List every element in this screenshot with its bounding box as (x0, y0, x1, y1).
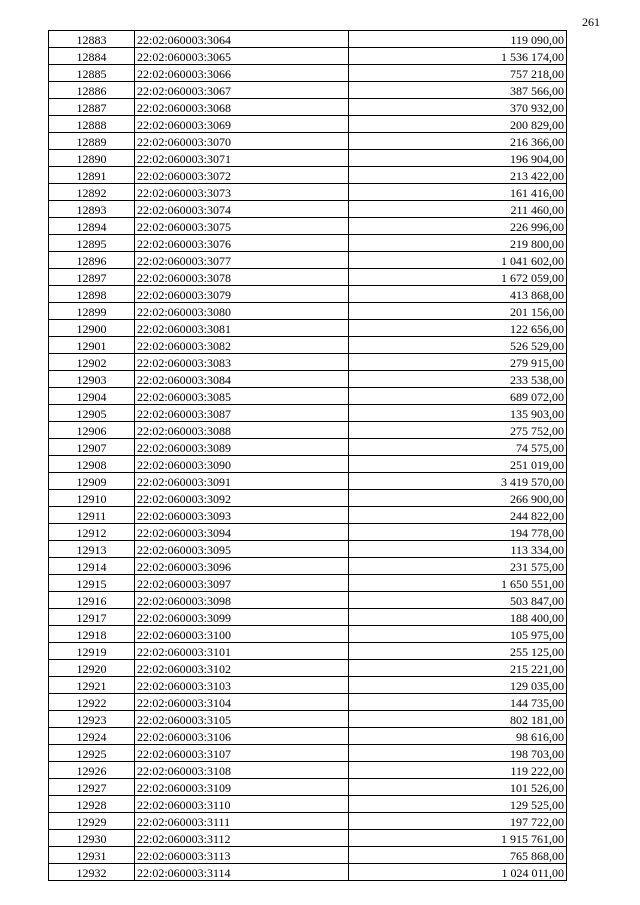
table-row (49, 660, 567, 677)
cadastral-number-cell: 22:02:060003:3092 (135, 490, 349, 507)
cadastral-number-cell: 22:02:060003:3104 (135, 694, 349, 711)
cadastral-number-cell: 22:02:060003:3078 (135, 269, 349, 286)
row-number-cell: 12910 (49, 490, 135, 507)
table-row (49, 541, 567, 558)
cadastral-number-cell: 22:02:060003:3084 (135, 371, 349, 388)
cadastral-value-cell: 1 041 602,00 (349, 252, 567, 269)
table-row (49, 575, 567, 592)
table-row (49, 507, 567, 524)
cadastral-value-cell: 122 656,00 (349, 320, 567, 337)
cadastral-number-cell: 22:02:060003:3101 (135, 643, 349, 660)
cadastral-value-cell: 129 035,00 (349, 677, 567, 694)
row-number-cell: 12914 (49, 558, 135, 575)
table-row (49, 745, 567, 762)
cadastral-value-cell: 161 416,00 (349, 184, 567, 201)
cadastral-value-cell: 689 072,00 (349, 388, 567, 405)
table-row (49, 694, 567, 711)
cadastral-value-cell: 1 536 174,00 (349, 48, 567, 65)
table-row (49, 626, 567, 643)
cadastral-number-cell: 22:02:060003:3075 (135, 218, 349, 235)
page-number: 261 (582, 15, 600, 29)
cadastral-number-cell: 22:02:060003:3095 (135, 541, 349, 558)
cadastral-value-cell: 213 422,00 (349, 167, 567, 184)
row-number-cell: 12916 (49, 592, 135, 609)
cadastral-number-cell: 22:02:060003:3103 (135, 677, 349, 694)
cadastral-value-cell: 105 975,00 (349, 626, 567, 643)
cadastral-number-cell: 22:02:060003:3077 (135, 252, 349, 269)
cadastral-number-cell: 22:02:060003:3088 (135, 422, 349, 439)
cadastral-number-cell: 22:02:060003:3068 (135, 99, 349, 116)
table-row (49, 354, 567, 371)
table-row (49, 252, 567, 269)
cadastral-value-cell: 231 575,00 (349, 558, 567, 575)
cadastral-value-cell: 144 735,00 (349, 694, 567, 711)
cadastral-value-cell: 244 822,00 (349, 507, 567, 524)
cadastral-value-cell: 201 156,00 (349, 303, 567, 320)
row-number-cell: 12919 (49, 643, 135, 660)
row-number-cell: 12887 (49, 99, 135, 116)
row-number-cell: 12896 (49, 252, 135, 269)
cadastral-value-cell: 251 019,00 (349, 456, 567, 473)
row-number-cell: 12893 (49, 201, 135, 218)
cadastral-number-cell: 22:02:060003:3066 (135, 65, 349, 82)
cadastral-number-cell: 22:02:060003:3102 (135, 660, 349, 677)
cadastral-value-cell: 129 525,00 (349, 796, 567, 813)
cadastral-number-cell: 22:02:060003:3099 (135, 609, 349, 626)
row-number-cell: 12903 (49, 371, 135, 388)
table-row (49, 235, 567, 252)
table-row (49, 82, 567, 99)
row-number-cell: 12913 (49, 541, 135, 558)
row-number-cell: 12904 (49, 388, 135, 405)
row-number-cell: 12930 (49, 830, 135, 847)
cadastral-value-cell: 194 778,00 (349, 524, 567, 541)
table-row (49, 847, 567, 864)
table-row (49, 218, 567, 235)
cadastral-value-cell: 113 334,00 (349, 541, 567, 558)
cadastral-number-cell: 22:02:060003:3110 (135, 796, 349, 813)
row-number-cell: 12898 (49, 286, 135, 303)
row-number-cell: 12897 (49, 269, 135, 286)
cadastral-value-cell: 275 752,00 (349, 422, 567, 439)
cadastral-value-cell: 119 090,00 (349, 31, 567, 48)
row-number-cell: 12894 (49, 218, 135, 235)
cadastral-number-cell: 22:02:060003:3093 (135, 507, 349, 524)
cadastral-number-cell: 22:02:060003:3080 (135, 303, 349, 320)
row-number-cell: 12886 (49, 82, 135, 99)
row-number-cell: 12883 (49, 31, 135, 48)
row-number-cell: 12885 (49, 65, 135, 82)
row-number-cell: 12906 (49, 422, 135, 439)
table-row (49, 558, 567, 575)
row-number-cell: 12895 (49, 235, 135, 252)
cadastral-value-cell: 188 400,00 (349, 609, 567, 626)
row-number-cell: 12924 (49, 728, 135, 745)
row-number-cell: 12925 (49, 745, 135, 762)
table-row (49, 133, 567, 150)
row-number-cell: 12922 (49, 694, 135, 711)
table-row (49, 167, 567, 184)
cadastral-number-cell: 22:02:060003:3074 (135, 201, 349, 218)
row-number-cell: 12905 (49, 405, 135, 422)
cadastral-number-cell: 22:02:060003:3114 (135, 864, 349, 881)
cadastral-number-cell: 22:02:060003:3106 (135, 728, 349, 745)
cadastral-value-cell: 1 024 011,00 (349, 864, 567, 881)
cadastral-number-cell: 22:02:060003:3087 (135, 405, 349, 422)
table-row (49, 116, 567, 133)
table-row (49, 592, 567, 609)
table-row (49, 456, 567, 473)
cadastral-value-cell: 3 419 570,00 (349, 473, 567, 490)
table-row (49, 779, 567, 796)
cadastral-number-cell: 22:02:060003:3090 (135, 456, 349, 473)
table-row (49, 609, 567, 626)
table-row (49, 490, 567, 507)
cadastral-number-cell: 22:02:060003:3112 (135, 830, 349, 847)
cadastral-number-cell: 22:02:060003:3108 (135, 762, 349, 779)
cadastral-value-cell: 765 868,00 (349, 847, 567, 864)
cadastral-value-cell: 1 650 551,00 (349, 575, 567, 592)
row-number-cell: 12908 (49, 456, 135, 473)
cadastral-value-cell: 119 222,00 (349, 762, 567, 779)
row-number-cell: 12931 (49, 847, 135, 864)
table-row (49, 65, 567, 82)
row-number-cell: 12911 (49, 507, 135, 524)
table-row (49, 830, 567, 847)
cadastral-value-table (48, 30, 567, 881)
cadastral-number-cell: 22:02:060003:3079 (135, 286, 349, 303)
cadastral-value-cell: 757 218,00 (349, 65, 567, 82)
cadastral-value-cell: 135 903,00 (349, 405, 567, 422)
cadastral-value-cell: 226 996,00 (349, 218, 567, 235)
cadastral-number-cell: 22:02:060003:3064 (135, 31, 349, 48)
cadastral-value-cell: 279 915,00 (349, 354, 567, 371)
cadastral-number-cell: 22:02:060003:3105 (135, 711, 349, 728)
row-number-cell: 12932 (49, 864, 135, 881)
cadastral-number-cell: 22:02:060003:3069 (135, 116, 349, 133)
cadastral-value-cell: 101 526,00 (349, 779, 567, 796)
table-row (49, 762, 567, 779)
table-row (49, 286, 567, 303)
row-number-cell: 12890 (49, 150, 135, 167)
row-number-cell: 12889 (49, 133, 135, 150)
row-number-cell: 12929 (49, 813, 135, 830)
cadastral-number-cell: 22:02:060003:3070 (135, 133, 349, 150)
cadastral-number-cell: 22:02:060003:3085 (135, 388, 349, 405)
cadastral-number-cell: 22:02:060003:3113 (135, 847, 349, 864)
cadastral-value-cell: 266 900,00 (349, 490, 567, 507)
table-row (49, 711, 567, 728)
row-number-cell: 12928 (49, 796, 135, 813)
table-row (49, 371, 567, 388)
cadastral-number-cell: 22:02:060003:3067 (135, 82, 349, 99)
cadastral-number-cell: 22:02:060003:3107 (135, 745, 349, 762)
cadastral-number-cell: 22:02:060003:3083 (135, 354, 349, 371)
cadastral-number-cell: 22:02:060003:3096 (135, 558, 349, 575)
cadastral-value-cell: 200 829,00 (349, 116, 567, 133)
row-number-cell: 12917 (49, 609, 135, 626)
table-row (49, 813, 567, 830)
row-number-cell: 12915 (49, 575, 135, 592)
cadastral-value-cell: 219 800,00 (349, 235, 567, 252)
table-row (49, 388, 567, 405)
cadastral-value-cell: 196 904,00 (349, 150, 567, 167)
table-row (49, 337, 567, 354)
row-number-cell: 12899 (49, 303, 135, 320)
cadastral-number-cell: 22:02:060003:3094 (135, 524, 349, 541)
cadastral-number-cell: 22:02:060003:3111 (135, 813, 349, 830)
cadastral-number-cell: 22:02:060003:3072 (135, 167, 349, 184)
cadastral-value-cell: 215 221,00 (349, 660, 567, 677)
cadastral-number-cell: 22:02:060003:3081 (135, 320, 349, 337)
row-number-cell: 12909 (49, 473, 135, 490)
cadastral-value-cell: 802 181,00 (349, 711, 567, 728)
cadastral-value-cell: 198 703,00 (349, 745, 567, 762)
table-row (49, 303, 567, 320)
cadastral-value-cell: 413 868,00 (349, 286, 567, 303)
cadastral-number-cell: 22:02:060003:3109 (135, 779, 349, 796)
row-number-cell: 12926 (49, 762, 135, 779)
table-row (49, 439, 567, 456)
cadastral-number-cell: 22:02:060003:3098 (135, 592, 349, 609)
row-number-cell: 12921 (49, 677, 135, 694)
table-row (49, 269, 567, 286)
cadastral-number-cell: 22:02:060003:3073 (135, 184, 349, 201)
row-number-cell: 12891 (49, 167, 135, 184)
table-row (49, 643, 567, 660)
cadastral-value-cell: 255 125,00 (349, 643, 567, 660)
row-number-cell: 12920 (49, 660, 135, 677)
row-number-cell: 12927 (49, 779, 135, 796)
cadastral-number-cell: 22:02:060003:3097 (135, 575, 349, 592)
table-row (49, 473, 567, 490)
table-row (49, 422, 567, 439)
cadastral-value-cell: 98 616,00 (349, 728, 567, 745)
cadastral-value-cell: 526 529,00 (349, 337, 567, 354)
table-row (49, 864, 567, 881)
cadastral-value-cell: 370 932,00 (349, 99, 567, 116)
row-number-cell: 12907 (49, 439, 135, 456)
table-row (49, 728, 567, 745)
table-row (49, 405, 567, 422)
row-number-cell: 12902 (49, 354, 135, 371)
table-row (49, 796, 567, 813)
table-row (49, 184, 567, 201)
table-row (49, 31, 567, 48)
row-number-cell: 12923 (49, 711, 135, 728)
cadastral-number-cell: 22:02:060003:3091 (135, 473, 349, 490)
row-number-cell: 12884 (49, 48, 135, 65)
table-row (49, 524, 567, 541)
cadastral-value-cell: 74 575,00 (349, 439, 567, 456)
cadastral-value-cell: 216 366,00 (349, 133, 567, 150)
table-row (49, 677, 567, 694)
table-row (49, 99, 567, 116)
cadastral-number-cell: 22:02:060003:3100 (135, 626, 349, 643)
row-number-cell: 12918 (49, 626, 135, 643)
cadastral-number-cell: 22:02:060003:3089 (135, 439, 349, 456)
cadastral-value-cell: 211 460,00 (349, 201, 567, 218)
table-body (49, 31, 567, 881)
table-row (49, 150, 567, 167)
cadastral-value-cell: 197 722,00 (349, 813, 567, 830)
cadastral-value-cell: 233 538,00 (349, 371, 567, 388)
row-number-cell: 12912 (49, 524, 135, 541)
cadastral-value-cell: 387 566,00 (349, 82, 567, 99)
row-number-cell: 12888 (49, 116, 135, 133)
table-row (49, 48, 567, 65)
table-row (49, 320, 567, 337)
cadastral-number-cell: 22:02:060003:3082 (135, 337, 349, 354)
table-row (49, 201, 567, 218)
cadastral-number-cell: 22:02:060003:3076 (135, 235, 349, 252)
row-number-cell: 12892 (49, 184, 135, 201)
cadastral-value-cell: 1 915 761,00 (349, 830, 567, 847)
cadastral-number-cell: 22:02:060003:3071 (135, 150, 349, 167)
cadastral-value-cell: 503 847,00 (349, 592, 567, 609)
row-number-cell: 12901 (49, 337, 135, 354)
row-number-cell: 12900 (49, 320, 135, 337)
cadastral-value-cell: 1 672 059,00 (349, 269, 567, 286)
cadastral-number-cell: 22:02:060003:3065 (135, 48, 349, 65)
